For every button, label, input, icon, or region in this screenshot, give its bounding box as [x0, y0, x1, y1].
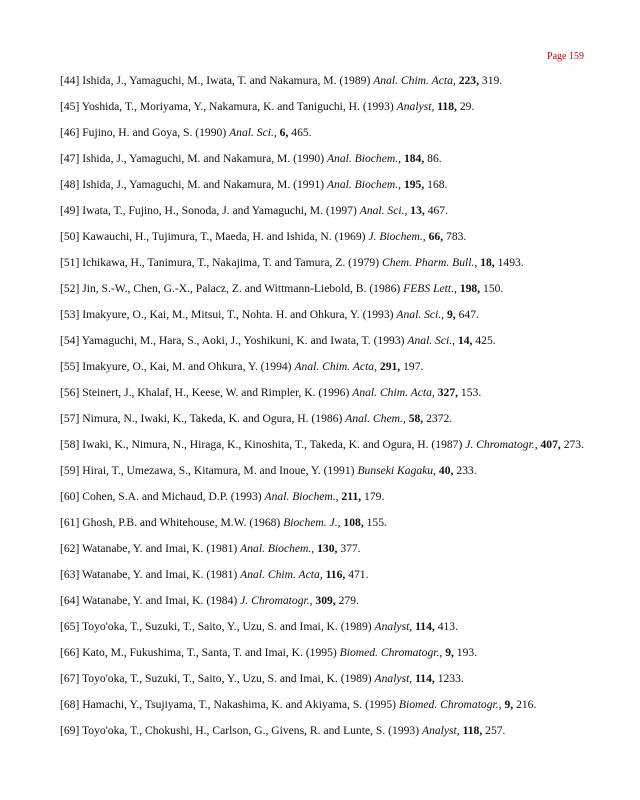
reference-pages: 377.	[340, 542, 361, 555]
reference-authors: Yamaguchi, M., Hara, S., Aoki, J., Yoshikuni, K. and Iwata, T. (1993)	[81, 334, 405, 347]
reference-volume: 291,	[379, 360, 401, 373]
reference-pages: 465.	[291, 126, 312, 139]
reference-number: [58]	[60, 438, 80, 451]
reference-number: [67]	[60, 672, 80, 685]
reference-authors: Ichikawa, H., Tanimura, T., Nakajima, T. and Tamura, Z. (1979)	[82, 256, 380, 269]
reference-item	[60, 228, 590, 245]
reference-authors: Ishida, J., Yamaguchi, M., Iwata, T. and Nakamura, M. (1989)	[82, 74, 371, 87]
reference-pages: 425.	[475, 334, 496, 347]
reference-authors: Ishida, J., Yamaguchi, M. and Nakamura, M. (1990)	[82, 152, 325, 165]
reference-item	[60, 176, 590, 193]
reference-volume: 195,	[403, 178, 425, 191]
reference-journal: Anal. Chem.,	[345, 412, 406, 425]
reference-volume: 66,	[428, 230, 444, 243]
reference-authors: Ishida, J., Yamaguchi, M. and Nakamura, M. (1991)	[82, 178, 325, 191]
reference-journal: Anal. Sci.,	[396, 308, 445, 321]
reference-volume: 108,	[343, 516, 364, 529]
reference-volume: 58,	[408, 412, 424, 425]
reference-item	[60, 384, 590, 401]
reference-volume: 130,	[317, 542, 338, 555]
reference-number: [63]	[60, 568, 80, 581]
reference-number: [54]	[60, 334, 80, 347]
reference-item	[60, 670, 590, 687]
reference-item	[60, 540, 590, 557]
reference-journal: Anal. Biochem.,	[264, 490, 339, 503]
reference-pages: 168.	[427, 178, 448, 191]
reference-volume: 118,	[462, 724, 483, 737]
reference-authors: Jin, S.-W., Chen, G.-X., Palacz, Z. and Wittmann-Liebold, B. (1986)	[82, 282, 401, 295]
reference-journal: Anal. Chim. Acta,	[240, 568, 323, 581]
reference-volume: 116,	[325, 568, 346, 581]
reference-volume: 14,	[457, 334, 473, 347]
reference-pages: 471.	[348, 568, 369, 581]
reference-item	[60, 358, 590, 375]
reference-item	[60, 618, 590, 635]
reference-journal: Anal. Sci.,	[407, 334, 456, 347]
reference-number: [59]	[60, 464, 80, 477]
reference-item	[60, 462, 590, 479]
reference-authors: Steinert, J., Khalaf, H., Keese, W. and Rimpler, K. (1996)	[82, 386, 350, 399]
reference-number: [60]	[60, 490, 80, 503]
reference-item	[60, 514, 590, 531]
reference-pages: 1233.	[437, 672, 464, 685]
reference-item	[60, 488, 590, 505]
reference-pages: 2372.	[426, 412, 453, 425]
reference-number: [62]	[60, 542, 80, 555]
reference-number: [61]	[60, 516, 80, 529]
reference-journal: Anal. Sci.,	[229, 126, 277, 139]
reference-pages: 783.	[446, 230, 467, 243]
reference-number: [52]	[60, 282, 80, 295]
reference-list	[60, 72, 590, 748]
reference-authors: Watanabe, Y. and Imai, K. (1981)	[82, 542, 238, 555]
reference-pages: 413.	[437, 620, 458, 633]
reference-number: [48]	[60, 178, 80, 191]
reference-item	[60, 124, 590, 141]
reference-journal: Analyst,	[374, 672, 413, 685]
reference-volume: 309,	[315, 594, 336, 607]
reference-number: [55]	[60, 360, 80, 373]
reference-authors: Toyo'oka, T., Suzuki, T., Saito, Y., Uzu, S. and Imai, K. (1989)	[82, 672, 372, 685]
reference-number: [66]	[60, 646, 80, 659]
reference-authors: Hirai, T., Umezawa, S., Kitamura, M. and Inoue, Y. (1991)	[82, 464, 355, 477]
reference-pages: 179.	[364, 490, 385, 503]
reference-item	[60, 722, 590, 739]
reference-authors: Hamachi, Y., Tsujiyama, T., Nakashima, K. and Akiyama, S. (1995)	[82, 698, 397, 711]
reference-volume: 13,	[410, 204, 425, 217]
reference-journal: Chem. Pharm. Bull.,	[381, 256, 478, 269]
reference-authors: Kato, M., Fukushima, T., Santa, T. and Imai, K. (1995)	[82, 646, 337, 659]
reference-volume: 211,	[341, 490, 362, 503]
reference-item	[60, 280, 590, 297]
reference-item	[60, 410, 590, 427]
reference-item	[60, 150, 590, 167]
reference-journal: J. Chromatogr.,	[240, 594, 313, 607]
reference-journal: Anal. Biochem.,	[326, 178, 402, 191]
reference-volume: 9,	[446, 308, 456, 321]
reference-number: [46]	[60, 126, 80, 139]
reference-item	[60, 332, 590, 349]
reference-number: [49]	[60, 204, 80, 217]
reference-pages: 86.	[427, 152, 442, 165]
reference-journal: Biomed. Chromatogr.,	[339, 646, 443, 659]
reference-number: [64]	[60, 594, 80, 607]
reference-journal: FEBS Lett.,	[403, 282, 457, 295]
reference-volume: 9,	[445, 646, 454, 659]
reference-journal: Analyst,	[421, 724, 460, 737]
reference-authors: Kawauchi, H., Tujimura, T., Maeda, H. and Ishida, N. (1969)	[82, 230, 366, 243]
reference-authors: Iwaki, K., Nimura, N., Hiraga, K., Kinoshita, T., Takeda, K. and Ogura, H. (1987)	[82, 438, 463, 451]
reference-number: [53]	[60, 308, 80, 321]
reference-item	[60, 592, 590, 609]
reference-pages: 273.	[563, 438, 584, 451]
reference-journal: Anal. Chim. Acta,	[352, 386, 435, 399]
reference-pages: 257.	[485, 724, 506, 737]
reference-pages: 216.	[516, 698, 537, 711]
reference-pages: 193.	[456, 646, 478, 659]
reference-journal: Analyst,	[396, 100, 435, 113]
reference-journal: J. Chromatogr.,	[465, 438, 538, 451]
reference-pages: 647.	[458, 308, 479, 321]
reference-item	[60, 202, 590, 219]
reference-pages: 1493.	[497, 256, 524, 269]
reference-item	[60, 644, 590, 661]
reference-number: [50]	[60, 230, 80, 243]
reference-journal: Biomed. Chromatogr.,	[398, 698, 502, 711]
reference-pages: 279.	[338, 594, 359, 607]
reference-item	[60, 306, 590, 323]
reference-journal: Anal. Biochem.,	[326, 152, 402, 165]
reference-pages: 467.	[427, 204, 448, 217]
reference-authors: Toyo'oka, T., Suzuki, T., Saito, Y., Uzu, S. and Imai, K. (1989)	[82, 620, 372, 633]
reference-journal: Analyst,	[374, 620, 413, 633]
reference-volume: 18,	[480, 256, 495, 269]
reference-pages: 155.	[366, 516, 387, 529]
reference-volume: 118,	[437, 100, 457, 113]
reference-journal: Biochem. J.,	[283, 516, 341, 529]
reference-pages: 319.	[481, 74, 503, 87]
reference-pages: 233.	[456, 464, 477, 477]
reference-authors: Ghosh, P.B. and Whitehouse, M.W. (1968)	[82, 516, 281, 529]
reference-item	[60, 98, 590, 115]
reference-authors: Watanabe, Y. and Imai, K. (1981)	[82, 568, 238, 581]
reference-volume: 114,	[415, 672, 435, 685]
reference-authors: Watanabe, Y. and Imai, K. (1984)	[82, 594, 238, 607]
reference-volume: 114,	[415, 620, 435, 633]
reference-item	[60, 72, 590, 89]
reference-item	[60, 566, 590, 583]
reference-pages: 29.	[459, 100, 475, 113]
reference-journal: Anal. Chim. Acta,	[373, 74, 456, 87]
reference-volume: 184,	[403, 152, 425, 165]
reference-volume: 40,	[438, 464, 454, 477]
reference-item	[60, 254, 590, 271]
reference-number: [68]	[60, 698, 80, 711]
reference-authors: Cohen, S.A. and Michaud, D.P. (1993)	[82, 490, 262, 503]
reference-number: [57]	[60, 412, 80, 425]
reference-authors: Toyo'oka, T., Chokushi, H., Carlson, G., Givens, R. and Lunte, S. (1993)	[82, 724, 420, 737]
reference-pages: 153.	[460, 386, 482, 399]
reference-authors: Yoshida, T., Moriyama, Y., Nakamura, K. and Taniguchi, H. (1993)	[81, 100, 394, 113]
reference-authors: Iwata, T., Fujino, H., Sonoda, J. and Yamaguchi, M. (1997)	[82, 204, 357, 217]
reference-volume: 223,	[458, 74, 479, 87]
reference-pages: 150.	[483, 282, 504, 295]
reference-number: [47]	[60, 152, 80, 165]
reference-number: [44]	[60, 74, 80, 87]
reference-volume: 327,	[437, 386, 459, 399]
reference-number: [65]	[60, 620, 80, 633]
reference-journal: Anal. Sci.,	[359, 204, 408, 217]
reference-journal: Anal. Biochem.,	[240, 542, 315, 555]
reference-number: [51]	[60, 256, 80, 269]
reference-authors: Fujino, H. and Goya, S. (1990)	[82, 126, 227, 139]
reference-volume: 407,	[540, 438, 561, 451]
page-number: Page 159	[547, 51, 584, 62]
reference-item	[60, 696, 590, 713]
reference-number: [56]	[60, 386, 80, 399]
reference-authors: Nimura, N., Iwaki, K., Takeda, K. and Ogura, H. (1986)	[82, 412, 343, 425]
reference-item	[60, 436, 590, 453]
reference-pages: 197.	[403, 360, 424, 373]
reference-number: [69]	[60, 724, 80, 737]
reference-journal: Anal. Chim. Acta,	[294, 360, 377, 373]
reference-authors: Imakyure, O., Kai, M. and Ohkura, Y. (1994)	[82, 360, 292, 373]
reference-number: [45]	[60, 100, 80, 113]
reference-authors: Imakyure, O., Kai, M., Mitsui, T., Nohta. H. and Ohkura, Y. (1993)	[82, 308, 394, 321]
reference-volume: 9,	[504, 698, 514, 711]
reference-journal: Bunseki Kagaku,	[357, 464, 437, 477]
reference-volume: 198,	[459, 282, 481, 295]
reference-volume: 6,	[279, 126, 289, 139]
reference-journal: J. Biochem.,	[368, 230, 426, 243]
